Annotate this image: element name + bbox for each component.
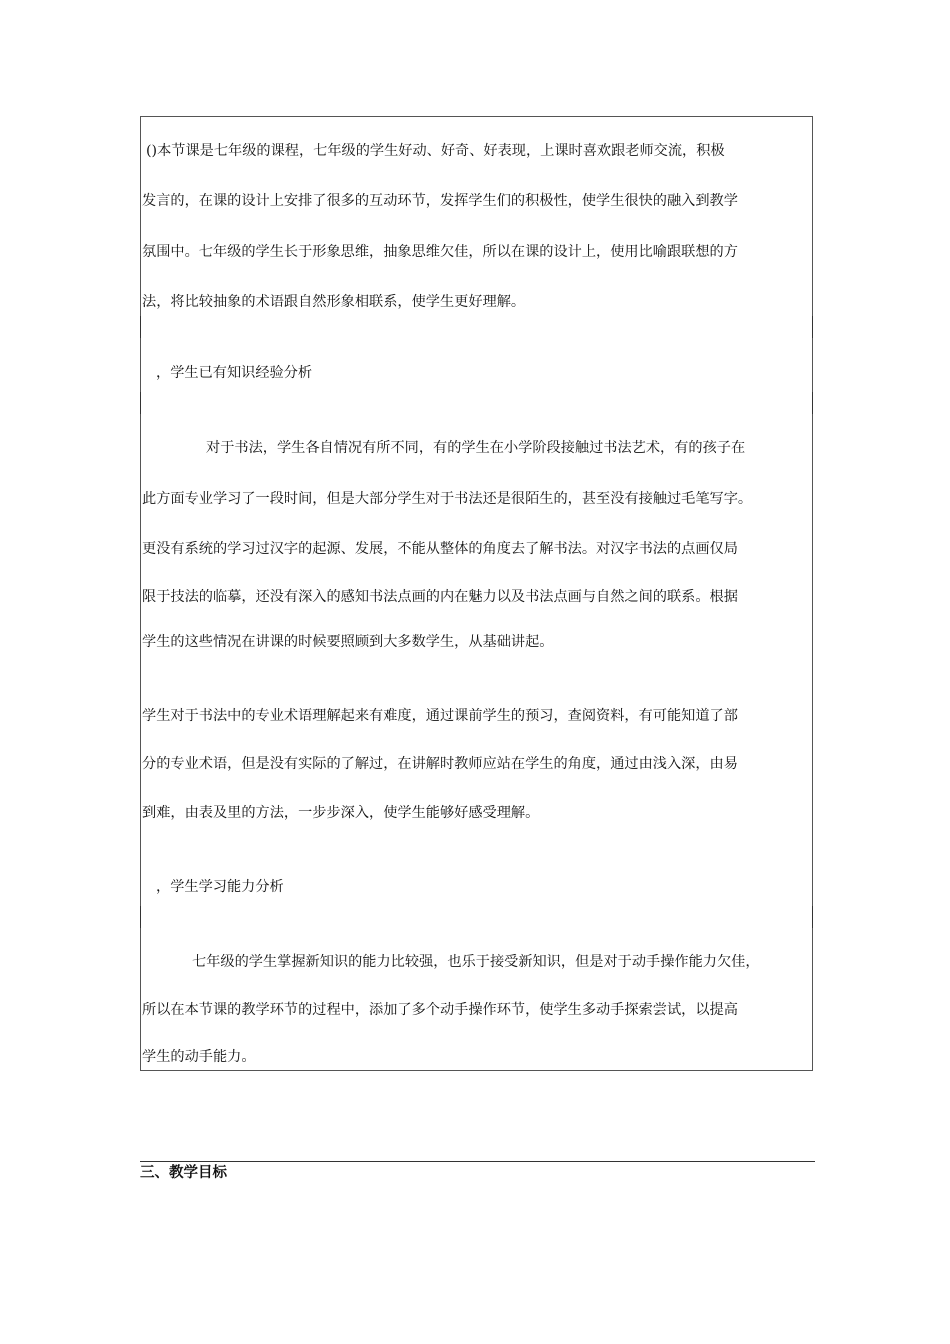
row-divider-tick xyxy=(140,316,141,338)
paragraph-line: 发言的，在课的设计上安排了很多的互动环节，发挥学生们的积极性，使学生很快的融入到教学 xyxy=(142,193,738,209)
paragraph-line: 限于技法的临摹，还没有深入的感知书法点画的内在魅力以及书法点画与自然之间的联系。根据 xyxy=(142,589,738,605)
paragraph-line: 此方面专业学习了一段时间，但是大部分学生对于书法还是很陌生的，甚至没有接触过毛笔写字。 xyxy=(142,491,753,507)
row-divider-tick xyxy=(812,906,813,928)
paragraph-line: 到难，由表及里的方法，一步步深入，使学生能够好感受理解。 xyxy=(142,805,540,821)
paragraph-line: 氛围中。七年级的学生长于形象思维，抽象思维欠佳，所以在课的设计上，使用比喻跟联想的方 xyxy=(142,244,738,260)
paragraph-line: ()本节课是七年级的课程，七年级的学生好动、好奇、好表现，上课时喜欢跟老师交流，积极 xyxy=(146,143,725,159)
paragraph-line: 所以在本节课的教学环节的过程中，添加了多个动手操作环节，使学生多动手探索尝试，以提高 xyxy=(142,1002,738,1018)
subsection-heading: ，学生已有知识经验分析 xyxy=(156,365,313,381)
subsection-heading: ，学生学习能力分析 xyxy=(156,879,284,895)
row-divider-tick xyxy=(140,392,141,414)
paragraph-line: 学生的这些情况在讲课的时候要照顾到大多数学生，从基础讲起。 xyxy=(142,634,554,650)
paragraph-line: 学生对于书法中的专业术语理解起来有难度，通过课前学生的预习，查阅资料，有可能知道了部 xyxy=(142,708,738,724)
paragraph-line: 学生的动手能力。 xyxy=(142,1049,256,1065)
row-divider-tick xyxy=(812,392,813,414)
paragraph-line: 法，将比较抽象的术语跟自然形象相联系，使学生更好理解。 xyxy=(142,294,526,310)
paragraph-line: 更没有系统的学习过汉字的起源、发展，不能从整体的角度去了解书法。对汉字书法的点画仅局 xyxy=(142,541,738,557)
section-heading: 三、教学目标 xyxy=(140,1165,227,1181)
section-rule xyxy=(140,1161,815,1162)
paragraph-line: 七年级的学生掌握新知识的能力比较强，也乐于接受新知识，但是对于动手操作能力欠佳， xyxy=(192,954,760,970)
row-divider-tick xyxy=(812,316,813,338)
paragraph-line: 对于书法，学生各自情况有所不同，有的学生在小学阶段接触过书法艺术，有的孩子在 xyxy=(206,440,746,456)
paragraph-line: 分的专业术语，但是没有实际的了解过，在讲解时教师应站在学生的角度，通过由浅入深，由易 xyxy=(142,756,738,772)
row-divider-tick xyxy=(140,906,141,928)
